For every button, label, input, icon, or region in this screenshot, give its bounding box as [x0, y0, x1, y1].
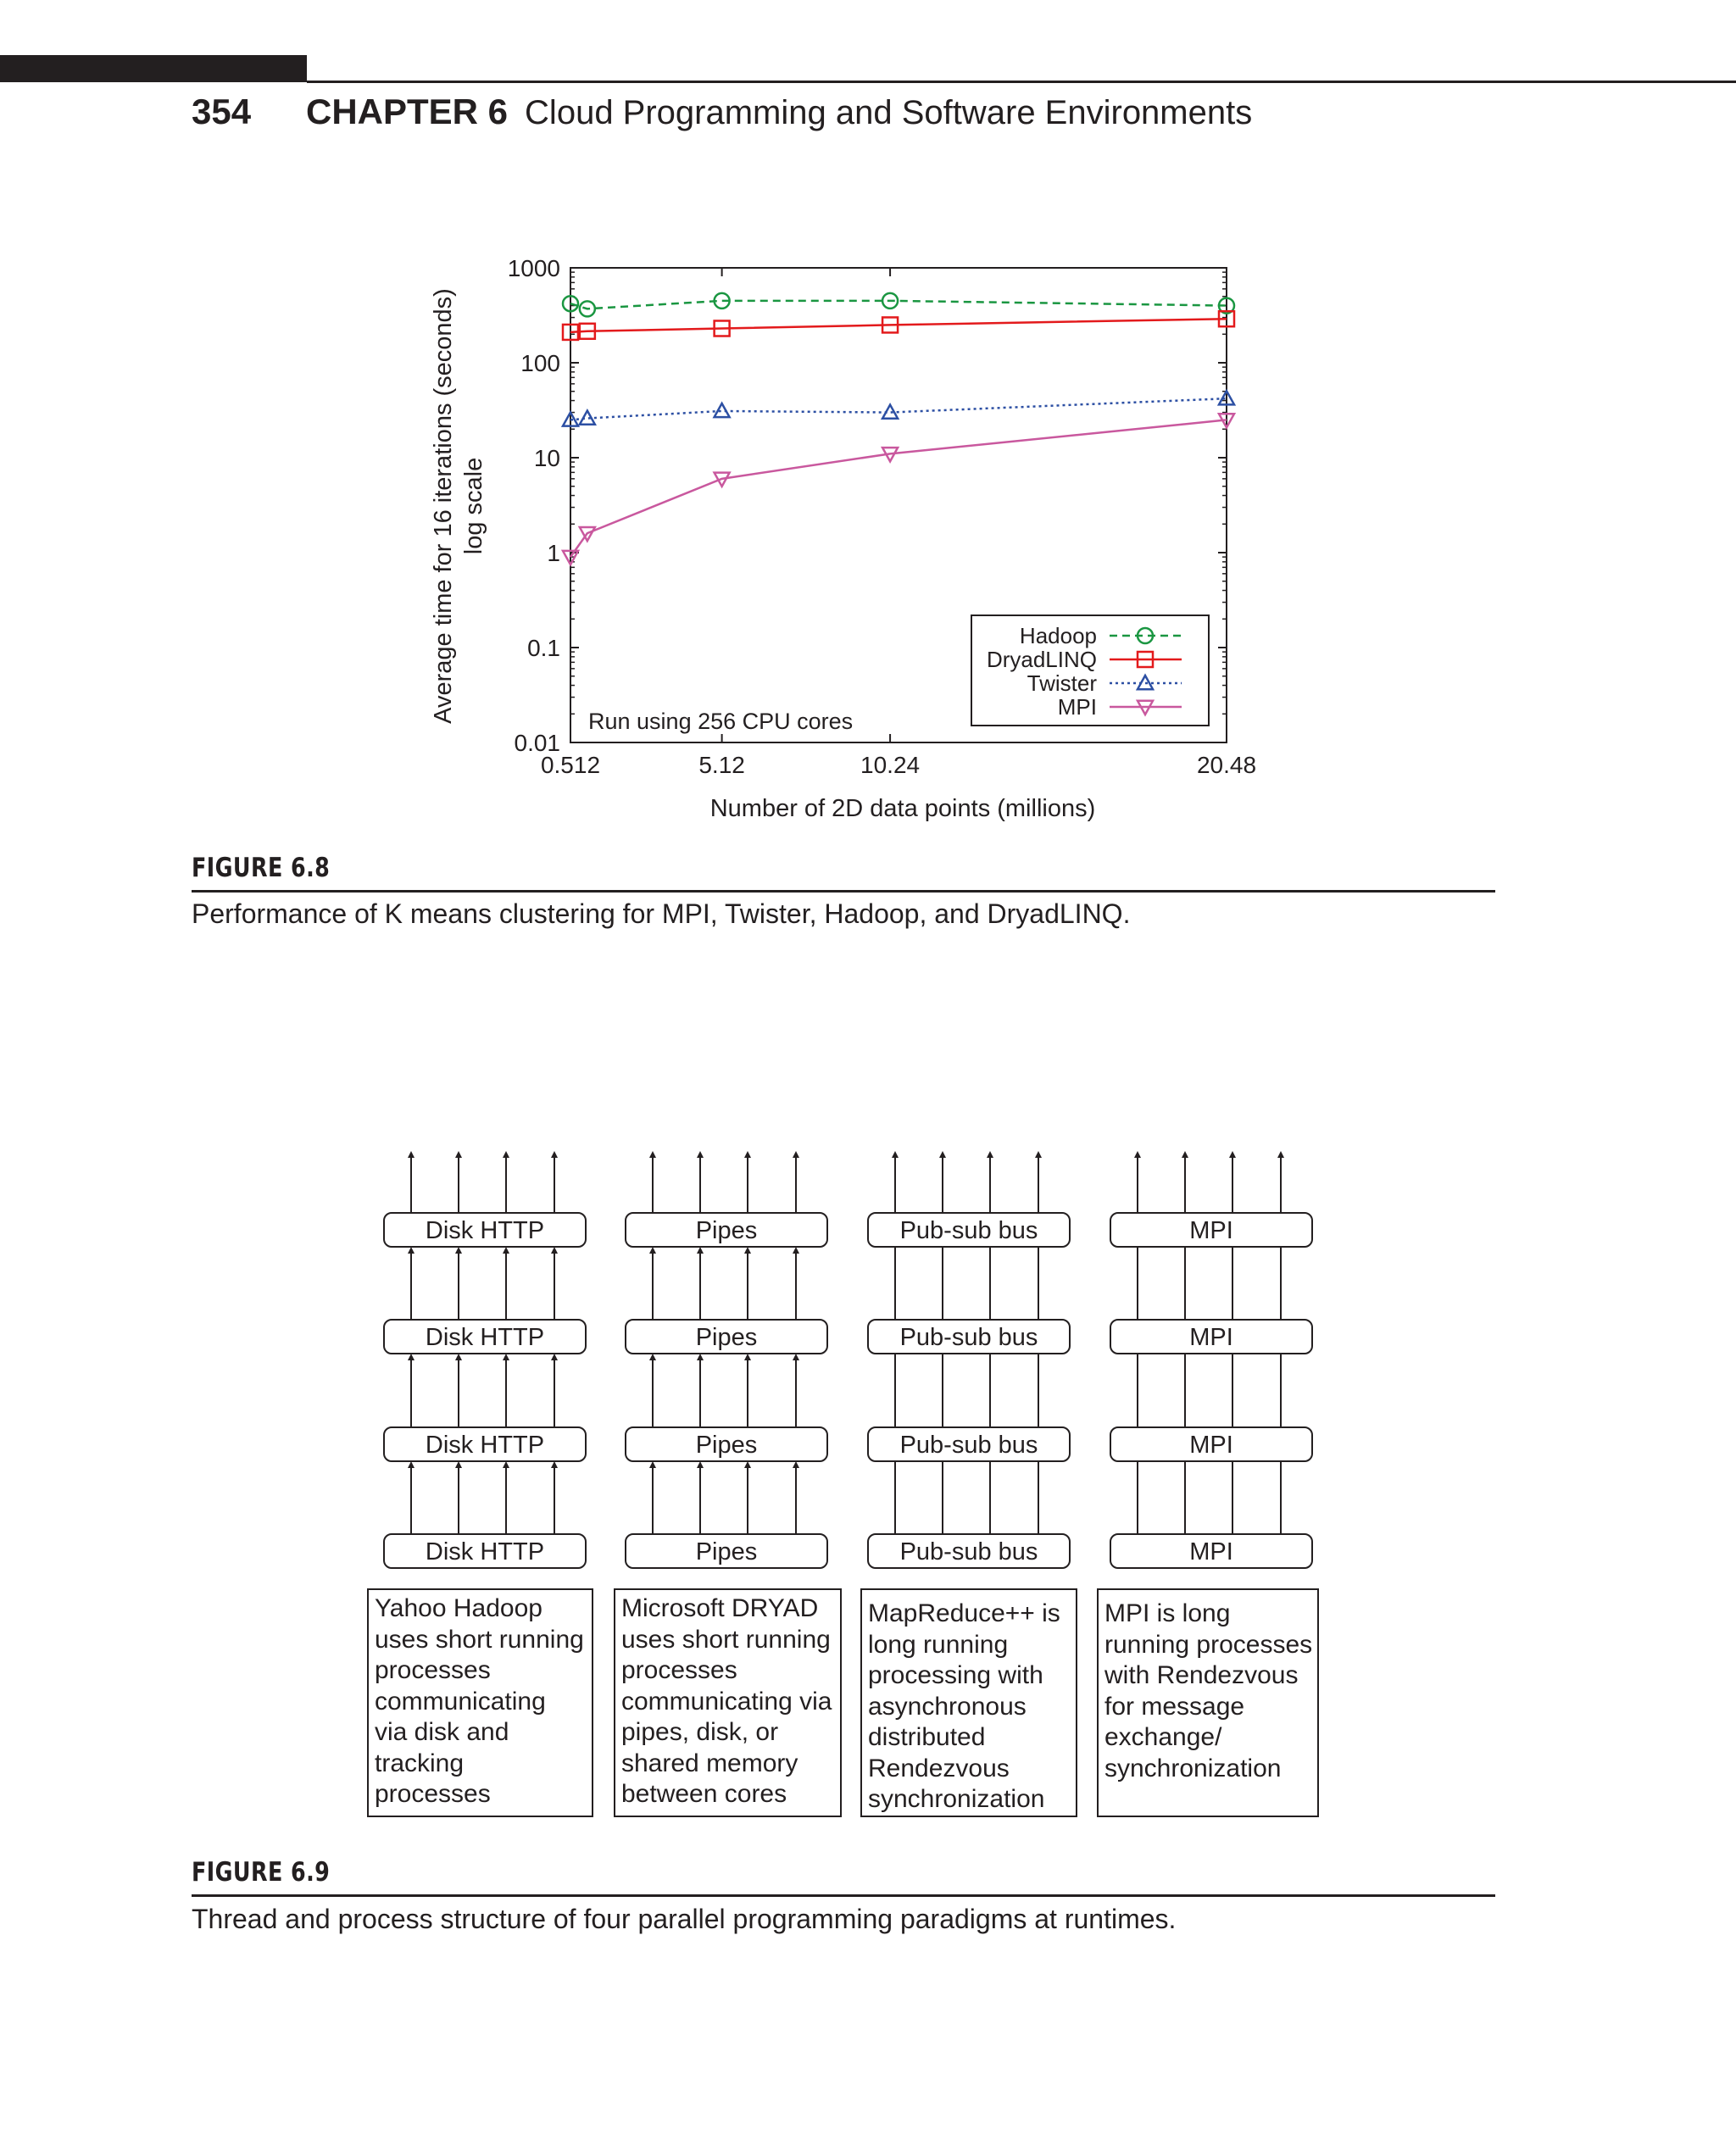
description-line: MPI is long	[1104, 1599, 1231, 1627]
runtime-box-label: MPI	[1189, 1538, 1233, 1565]
runtime-box-label: Pub-sub bus	[899, 1432, 1038, 1459]
legend-label-twister: Twister	[1027, 670, 1097, 696]
figure-6-9-rule	[192, 1894, 1495, 1897]
legend-label-hadoop: Hadoop	[1019, 623, 1097, 648]
x-tick-label: 5.12	[698, 752, 745, 778]
x-axis-label: Number of 2D data points (millions)	[709, 795, 1096, 822]
description-line: processing with	[868, 1661, 1043, 1689]
figure-6-8-caption: Performance of K means clustering for MPI, Twister, Hadoop, and DryadLINQ.	[192, 898, 1131, 929]
description-line: between cores	[621, 1780, 787, 1808]
description-line: via disk and	[375, 1718, 509, 1746]
description-line: MapReduce++ is	[868, 1599, 1060, 1627]
description-line: distributed	[868, 1723, 986, 1751]
description-line: processes	[375, 1780, 491, 1808]
chapter-label: CHAPTER 6	[306, 92, 509, 131]
description-line: shared memory	[621, 1749, 798, 1777]
paradigm-description-box	[860, 1588, 1077, 1817]
legend-label-dryadlinq: DryadLINQ	[986, 647, 1097, 672]
runtime-box-label: MPI	[1189, 1432, 1233, 1459]
paradigm-description-box	[1097, 1588, 1319, 1817]
x-tick-label: 20.48	[1196, 752, 1257, 778]
description-line: pipes, disk, or	[621, 1718, 779, 1746]
description-line: exchange/	[1104, 1723, 1222, 1751]
description-line: Yahoo Hadoop	[375, 1594, 542, 1622]
series-line-mpi	[570, 420, 1227, 557]
runtime-box-label: Pipes	[695, 1432, 758, 1459]
description-line: Microsoft DRYAD	[621, 1594, 819, 1622]
runtime-box-label: Pub-sub bus	[899, 1324, 1038, 1351]
paradigm-structure-diagram	[0, 1119, 1736, 1577]
y-tick-label: 1000	[507, 255, 560, 281]
description-line: running processes	[1104, 1630, 1313, 1659]
runtime-box-label: Pub-sub bus	[899, 1538, 1038, 1565]
y-tick-label: 0.1	[527, 635, 560, 661]
runtime-box-label: Pipes	[695, 1538, 758, 1565]
kmeans-performance-chart	[0, 0, 1736, 848]
description-line: long running	[868, 1630, 1009, 1659]
y-tick-label: 100	[520, 350, 560, 376]
runtime-box-label: Pipes	[695, 1217, 758, 1244]
figure-6-9-caption: Thread and process structure of four parallel programming paradigms at runtimes.	[192, 1904, 1177, 1934]
y-tick-label: 10	[533, 445, 560, 471]
data-point-twister	[715, 403, 730, 417]
description-line: asynchronous	[868, 1692, 1027, 1721]
description-line: communicating via	[621, 1687, 832, 1716]
figure-6-8-label: FIGURE 6.8	[192, 853, 331, 883]
description-line: processes	[621, 1656, 737, 1684]
runtime-box-label: Disk HTTP	[425, 1217, 545, 1244]
runtime-box-label: Disk HTTP	[425, 1432, 545, 1459]
data-point-twister	[580, 411, 595, 425]
y-axis-label-2: log scale	[460, 457, 487, 555]
description-line: communicating	[375, 1687, 546, 1716]
description-line: synchronization	[868, 1785, 1045, 1813]
legend-label-mpi: MPI	[1057, 694, 1097, 720]
page-number: 354	[192, 92, 252, 131]
runtime-box-label: Disk HTTP	[425, 1538, 545, 1565]
description-line: uses short running	[621, 1625, 831, 1654]
runtime-box-label: MPI	[1189, 1324, 1233, 1351]
description-line: synchronization	[1104, 1754, 1282, 1782]
paradigm-description-box	[367, 1588, 593, 1817]
y-axis-label: Average time for 16 iterations (seconds)	[430, 288, 457, 724]
description-line: processes	[375, 1656, 491, 1684]
x-tick-label: 0.512	[540, 752, 601, 778]
y-tick-label: 0.01	[514, 730, 560, 756]
paradigm-description-box	[614, 1588, 842, 1817]
description-line: for message	[1104, 1692, 1245, 1721]
description-line: Rendezvous	[868, 1754, 1010, 1782]
runtime-box-label: Disk HTTP	[425, 1324, 545, 1351]
figure-6-8-rule	[192, 890, 1495, 893]
chart-annotation: Run using 256 CPU cores	[588, 709, 854, 734]
runtime-box-label: Pub-sub bus	[899, 1217, 1038, 1244]
x-tick-label: 10.24	[860, 752, 921, 778]
figure-6-9-label: FIGURE 6.9	[192, 1857, 331, 1888]
description-line: uses short running	[375, 1625, 584, 1654]
y-tick-label: 1	[547, 540, 560, 566]
series-line-twister	[570, 398, 1227, 420]
runtime-box-label: MPI	[1189, 1217, 1233, 1244]
runtime-box-label: Pipes	[695, 1324, 758, 1351]
chapter-title: Cloud Programming and Software Environments	[525, 94, 1253, 131]
description-line: with Rendezvous	[1104, 1661, 1299, 1689]
description-line: tracking	[375, 1749, 465, 1777]
